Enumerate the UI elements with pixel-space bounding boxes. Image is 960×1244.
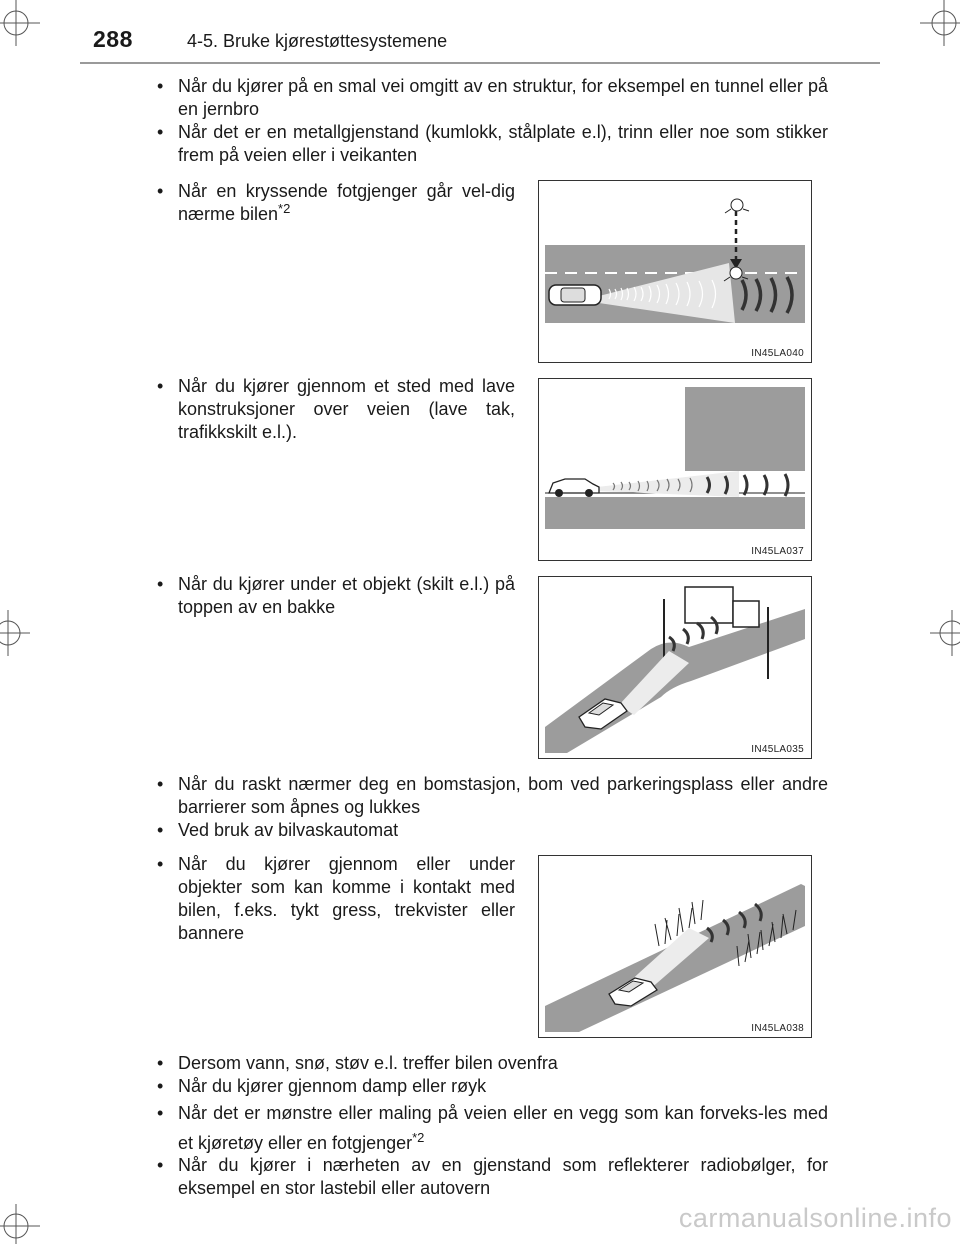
list-item-text-main: Når en kryssende fotgjenger går vel-dig nærme bilen — [178, 181, 515, 224]
watermark: carmanualsonline.info — [678, 1203, 952, 1233]
list-item — [157, 1075, 828, 1098]
list-item — [157, 375, 515, 444]
list-item-text: Når du raskt nærmer deg en bomstasjon, bom ved parkeringsplass eller andre barrierer som åpnes og lukkes — [178, 774, 828, 817]
figure-pedestrian — [538, 180, 812, 363]
bullet-dot: • — [157, 854, 164, 874]
footnote-marker: *2 — [412, 1130, 425, 1145]
figure-code: IN45LA037 — [751, 546, 804, 557]
figure-code: IN45LA040 — [751, 348, 804, 359]
figure-code: IN45LA035 — [751, 744, 804, 755]
bullet-dot: • — [157, 76, 164, 96]
crop-mark-mid-left — [0, 610, 30, 656]
section-title: 4-5. Bruke kjørestøttesystemene — [187, 31, 448, 51]
list-item — [157, 180, 515, 226]
list-item — [157, 573, 515, 619]
list-item-text: Dersom vann, snø, støv e.l. treffer bilen ovenfra — [178, 1053, 558, 1073]
crop-mark-bottom-left — [0, 1204, 40, 1244]
list-item-text: Når du kjører på en smal vei omgitt av en struktur, for eksempel en tunnel eller på en jernbro — [178, 76, 828, 119]
bullet-dot: • — [157, 1053, 164, 1073]
crop-mark-mid-right — [930, 610, 960, 656]
list-item — [157, 75, 828, 121]
bullet-dot: • — [157, 1076, 164, 1096]
list-item — [157, 1154, 828, 1200]
list-item — [157, 1052, 828, 1075]
bullet-dot: • — [157, 1155, 164, 1175]
list-item-text: Når du kjører i nærheten av en gjenstand som reflekterer radiobølger, for eksempel en stor lastebil eller autovern — [178, 1155, 828, 1198]
figure-sign-on-hill — [538, 576, 812, 759]
bullet-dot: • — [157, 574, 164, 594]
figure-grass-branches — [538, 855, 812, 1038]
list-item-text: Når det er en metallgjenstand (kumlokk, stålplate e.l), trinn eller noe som stikker frem på veien eller i veikanten — [178, 122, 828, 165]
list-item-text: Ved bruk av bilvaskautomat — [178, 820, 399, 840]
page-header — [0, 0, 960, 68]
bullet-dot: • — [157, 1103, 164, 1123]
list-item — [157, 819, 828, 842]
bullet-dot: • — [157, 376, 164, 396]
list-item-text-main: Når det er mønstre eller maling på veien eller en vegg som kan forveks-les med et kjøretøy eller en fotgjenger — [178, 1103, 828, 1153]
bullet-dot: • — [157, 774, 164, 794]
list-item-text: Når du kjører gjennom damp eller røyk — [178, 1076, 487, 1096]
list-item — [157, 1098, 828, 1158]
footnote-marker: *2 — [278, 201, 291, 216]
list-item-text — [157, 180, 515, 226]
page-number: 288 — [93, 26, 133, 52]
list-item-text: Når du kjører gjennom et sted med lave konstruksjoner over veien (lave tak, trafikkskilt e.l.). — [178, 376, 515, 442]
bullet-dot: • — [157, 181, 164, 201]
bullet-dot: • — [157, 122, 164, 142]
list-item-text: Når du kjører gjennom eller under objekter som kan komme i kontakt med bilen, f.eks. tykt gress, trekvister eller bannere — [178, 854, 515, 943]
bullet-dot: • — [157, 820, 164, 840]
list-item-text — [157, 1098, 828, 1158]
header-rule — [80, 62, 880, 64]
list-item — [157, 121, 828, 167]
figure-low-structure — [538, 378, 812, 561]
list-item — [157, 853, 515, 945]
list-item-text: Når du kjører under et objekt (skilt e.l.) på toppen av en bakke — [178, 574, 515, 617]
figure-code: IN45LA038 — [751, 1023, 804, 1034]
list-item — [157, 773, 828, 819]
